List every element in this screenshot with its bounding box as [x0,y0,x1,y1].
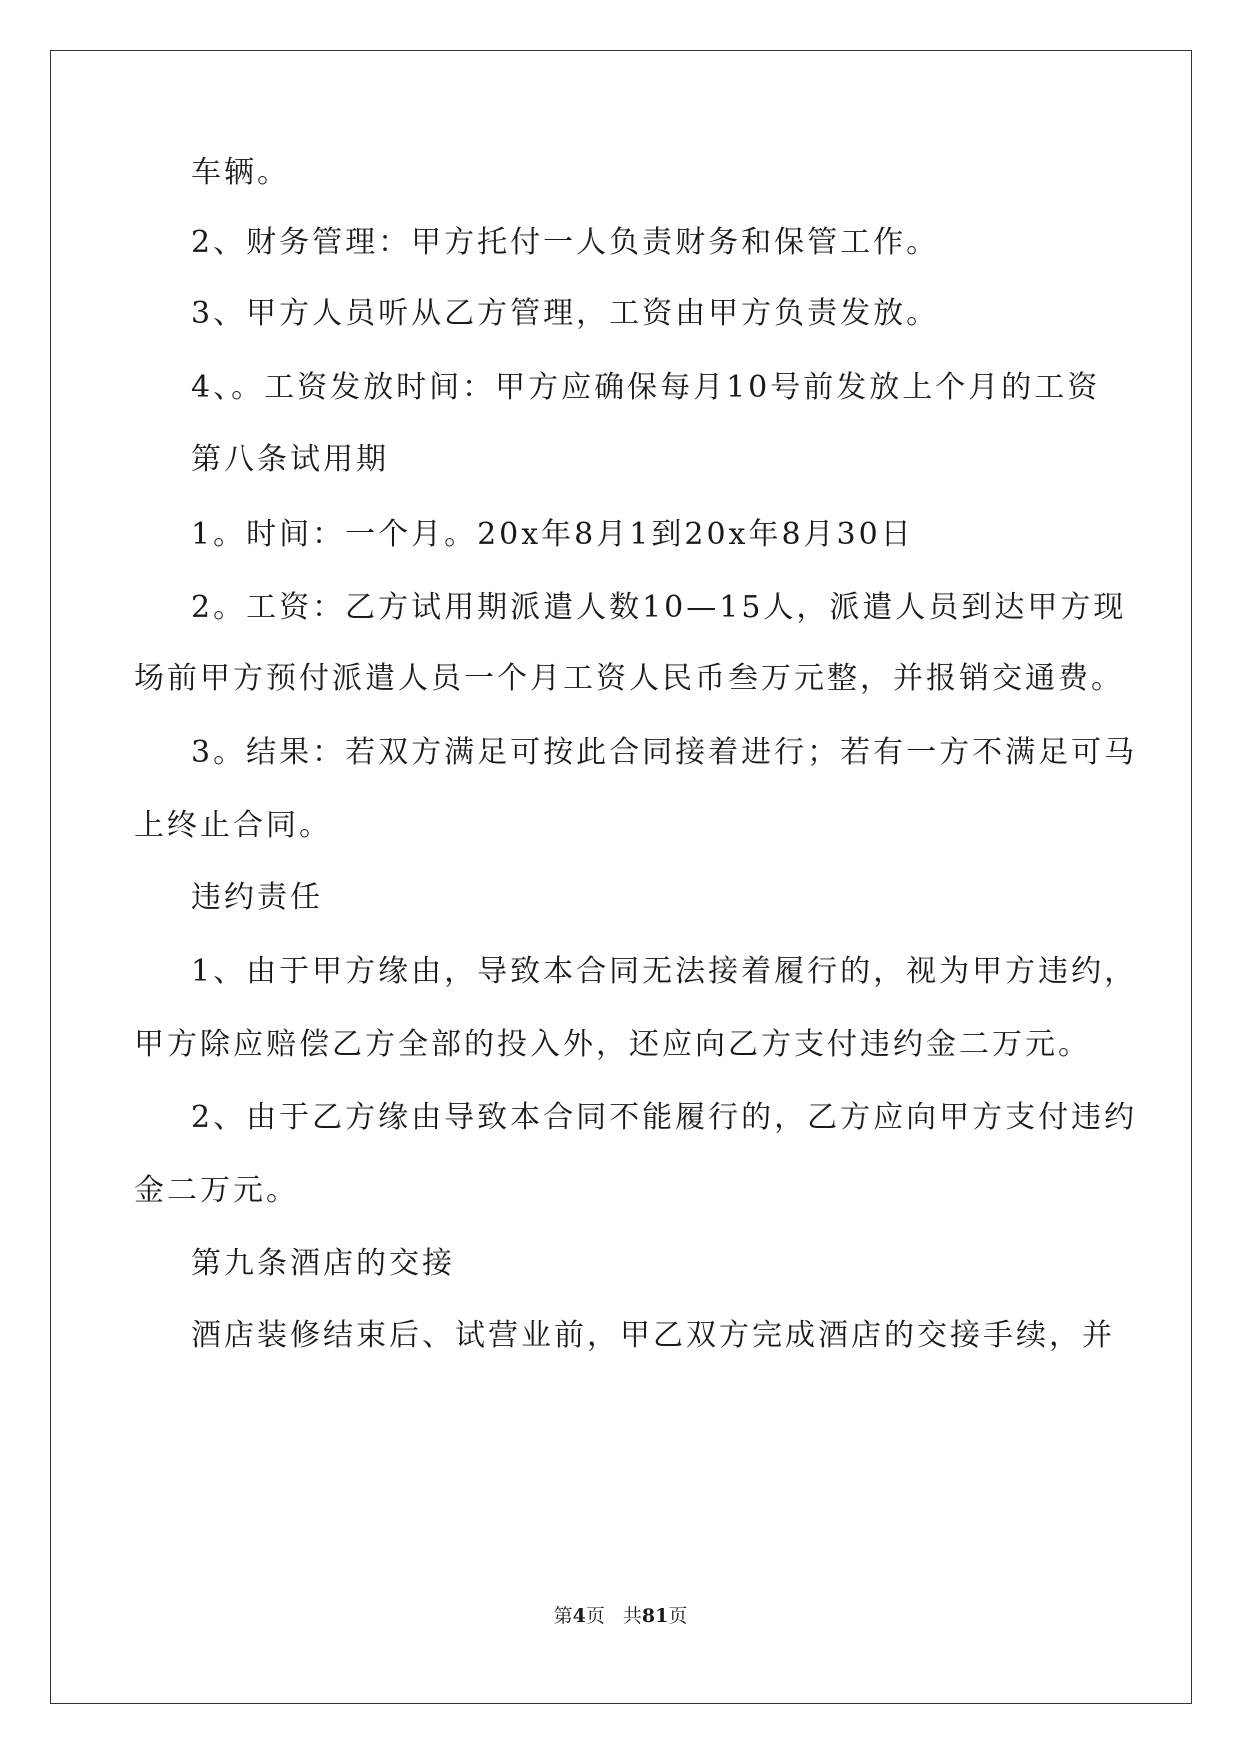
paragraph-line: 上终止合同。 [134,808,332,843]
page-footer [0,1604,1241,1628]
total-suffix: 页 [668,1605,688,1627]
paragraph-line: 酒店装修结束后、试营业前，甲乙双方完成酒店的交接手续，并 [191,1318,1115,1353]
total-pages: 81 [641,1605,669,1627]
paragraph-line: 甲方除应赔偿乙方全部的投入外，还应向乙方支付违约金二万元。 [134,1027,1091,1062]
total-prefix: 共 [622,1605,642,1627]
paragraph-line: 金二万元。 [134,1173,299,1208]
paragraph-line: 2、由于乙方缘由导致本合同不能履行的，乙方应向甲方支付违约 [191,1100,1138,1135]
paragraph-line: 4、。工资发放时间：甲方应确保每月10号前发放上个月的工资 [191,370,1101,405]
page-suffix: 页 [585,1605,605,1627]
section-heading: 第八条试用期 [191,442,389,477]
paragraph-line: 1。时间：一个月。20x年8月1到20x年8月30日 [191,517,914,552]
paragraph-line: 1、由于甲方缘由，导致本合同无法接着履行的，视为甲方违约， [191,954,1138,989]
section-heading: 第九条酒店的交接 [191,1246,455,1281]
paragraph-line: 场前甲方预付派遣人员一个月工资人民币叁万元整，并报销交通费。 [134,661,1124,696]
page-number: 4 [572,1605,586,1627]
paragraph-line: 2、财务管理：甲方托付一人负责财务和保管工作。 [191,225,940,260]
paragraph-line: 2。工资：乙方试用期派遣人数10—15人，派遣人员到达甲方现 [191,590,1127,625]
paragraph-line: 3。结果：若双方满足可按此合同接着进行；若有一方不满足可马 [191,735,1138,770]
paragraph-line: 车辆。 [191,155,290,190]
page-prefix: 第 [553,1605,573,1627]
section-heading: 违约责任 [191,880,323,915]
paragraph-line: 3、甲方人员听从乙方管理，工资由甲方负责发放。 [191,296,940,331]
